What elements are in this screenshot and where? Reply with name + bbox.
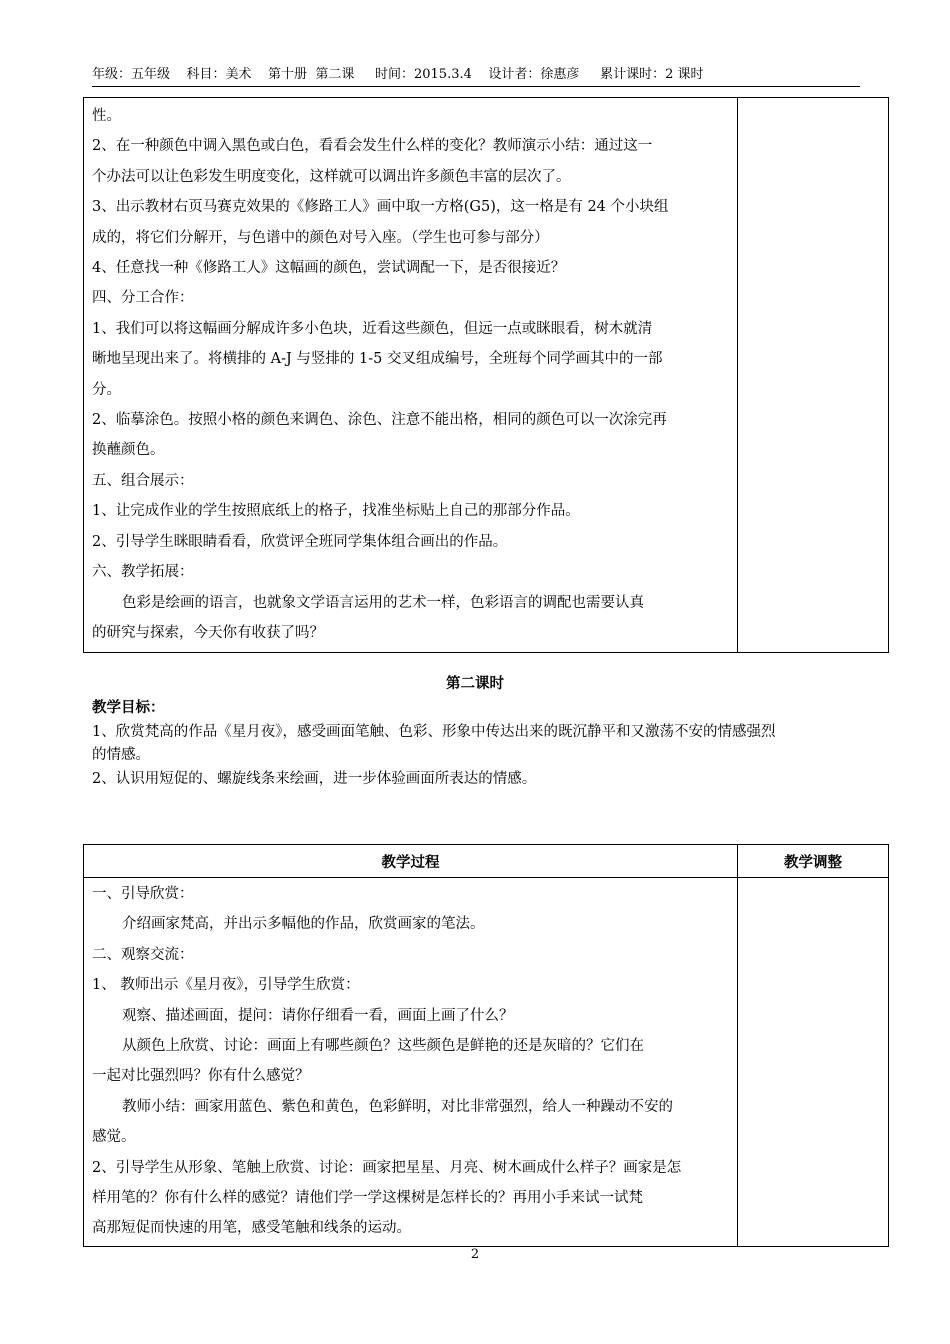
text-line: 样用笔的？你有什么样的感觉？请他们学一学这棵树是怎样长的？再用小手来试一试梵 bbox=[92, 1190, 643, 1207]
teaching-process-cell bbox=[84, 98, 738, 653]
text-line: 成的，将它们分解开，与色谱中的颜色对号入座。（学生也可参与部分） bbox=[92, 229, 549, 246]
text-line: 二、观察交流： bbox=[92, 946, 194, 963]
lesson-table-2 bbox=[83, 844, 889, 1247]
page-header: 年级：五年级 科目：美术 第十册 第二课 时间：2015.3.4 设计者：徐惠彦 累计课时：2 课时 bbox=[92, 66, 860, 87]
text-line: 六、教学拓展： bbox=[92, 564, 194, 581]
text-line: 2、引导学生眯眼睛看看，欣赏评全班同学集体组合画出的作品。 bbox=[92, 533, 508, 550]
column-header-process: 教学过程 bbox=[84, 845, 738, 878]
text-line: 观察、描述画面，提问：请你仔细看一看，画面上画了什么？ bbox=[122, 1007, 514, 1024]
text-line: 感觉。 bbox=[92, 1129, 136, 1146]
text-line: 1、让完成作业的学生按照底纸上的格子，找准坐标贴上自己的那部分作品。 bbox=[92, 503, 580, 520]
teaching-process-cell bbox=[84, 878, 738, 1247]
goal-line: 2、认识用短促的、螺旋线条来绘画，进一步体验画面所表达的情感。 bbox=[92, 770, 537, 787]
text-line: 2、临摹涂色。按照小格的颜色来调色、涂色、注意不能出格，相同的颜色可以一次涂完再 bbox=[92, 412, 667, 429]
teaching-goals bbox=[92, 697, 872, 791]
adjustment-cell bbox=[738, 98, 889, 653]
text-line: 色彩是绘画的语言，也就象文学语言运用的艺术一样，色彩语言的调配也需要认真 bbox=[122, 594, 644, 611]
process-text bbox=[92, 101, 729, 648]
text-line: 2、在一种颜色中调入黑色或白色，看看会发生什么样的变化？教师演示小结：通过这一 bbox=[92, 138, 653, 155]
text-line: 换蘸颜色。 bbox=[92, 442, 165, 459]
text-line: 晰地呈现出来了。将横排的 A-J 与竖排的 1-5 交叉组成编号，全班每个同学画其中的一部 bbox=[92, 351, 663, 368]
text-line: 一起对比强烈吗？你有什么感觉？ bbox=[92, 1068, 310, 1085]
text-line: 1、我们可以将这幅画分解成许多小色块，近看这些颜色，但远一点或眯眼看，树木就清 bbox=[92, 320, 653, 337]
section-title: 第二课时 bbox=[446, 676, 504, 692]
goal-line: 的情感。 bbox=[92, 747, 150, 763]
text-line: 3、出示教材右页马赛克效果的《修路工人》画中取一方格(G5)，这一格是有 24 个小块组 bbox=[92, 199, 669, 216]
lesson-table-1 bbox=[83, 97, 889, 653]
text-line: 五、组合展示： bbox=[92, 472, 194, 489]
goals-title: 教学目标： bbox=[92, 700, 165, 716]
process-text bbox=[92, 879, 729, 1244]
text-line: 一、引导欣赏： bbox=[92, 886, 194, 902]
text-line: 从颜色上欣赏、讨论：画面上有哪些颜色？这些颜色是鲜艳的还是灰暗的？它们在 bbox=[122, 1038, 644, 1055]
text-line: 教师小结：画家用蓝色、紫色和黄色，色彩鲜明，对比非常强烈，给人一种躁动不安的 bbox=[122, 1098, 673, 1115]
text-line: 四、分工合作： bbox=[92, 290, 194, 307]
text-line: 个办法可以让色彩发生明度变化，这样就可以调出许多颜色丰富的层次了。 bbox=[92, 168, 571, 185]
text-line: 介绍画家梵高，并出示多幅他的作品，欣赏画家的笔法。 bbox=[122, 916, 485, 933]
text-line: 1、 教师出示《星月夜》，引导学生欣赏： bbox=[92, 977, 360, 994]
goal-line: 1、欣赏梵高的作品《星月夜》，感受画面笔触、色彩、形象中传达出来的既沉静平和又激荡不安的情感强烈 bbox=[92, 723, 776, 740]
text-line: 的研究与探索，今天你有收获了吗？ bbox=[92, 624, 324, 641]
text-line: 高那短促而快速的用笔，感受笔触和线条的运动。 bbox=[92, 1220, 411, 1237]
page-number: 2 bbox=[470, 1247, 480, 1262]
text-line: 4、任意找一种《修路工人》这幅画的颜色，尝试调配一下，是否很接近？ bbox=[92, 260, 566, 277]
text-line: 性。 bbox=[92, 108, 121, 124]
text-line: 2、引导学生从形象、笔触上欣赏、讨论：画家把星星、月亮、树木画成什么样子？画家是怎 bbox=[92, 1159, 682, 1176]
column-header-adjustment: 教学调整 bbox=[738, 845, 889, 878]
text-line: 分。 bbox=[92, 381, 121, 398]
adjustment-cell bbox=[738, 878, 889, 1247]
